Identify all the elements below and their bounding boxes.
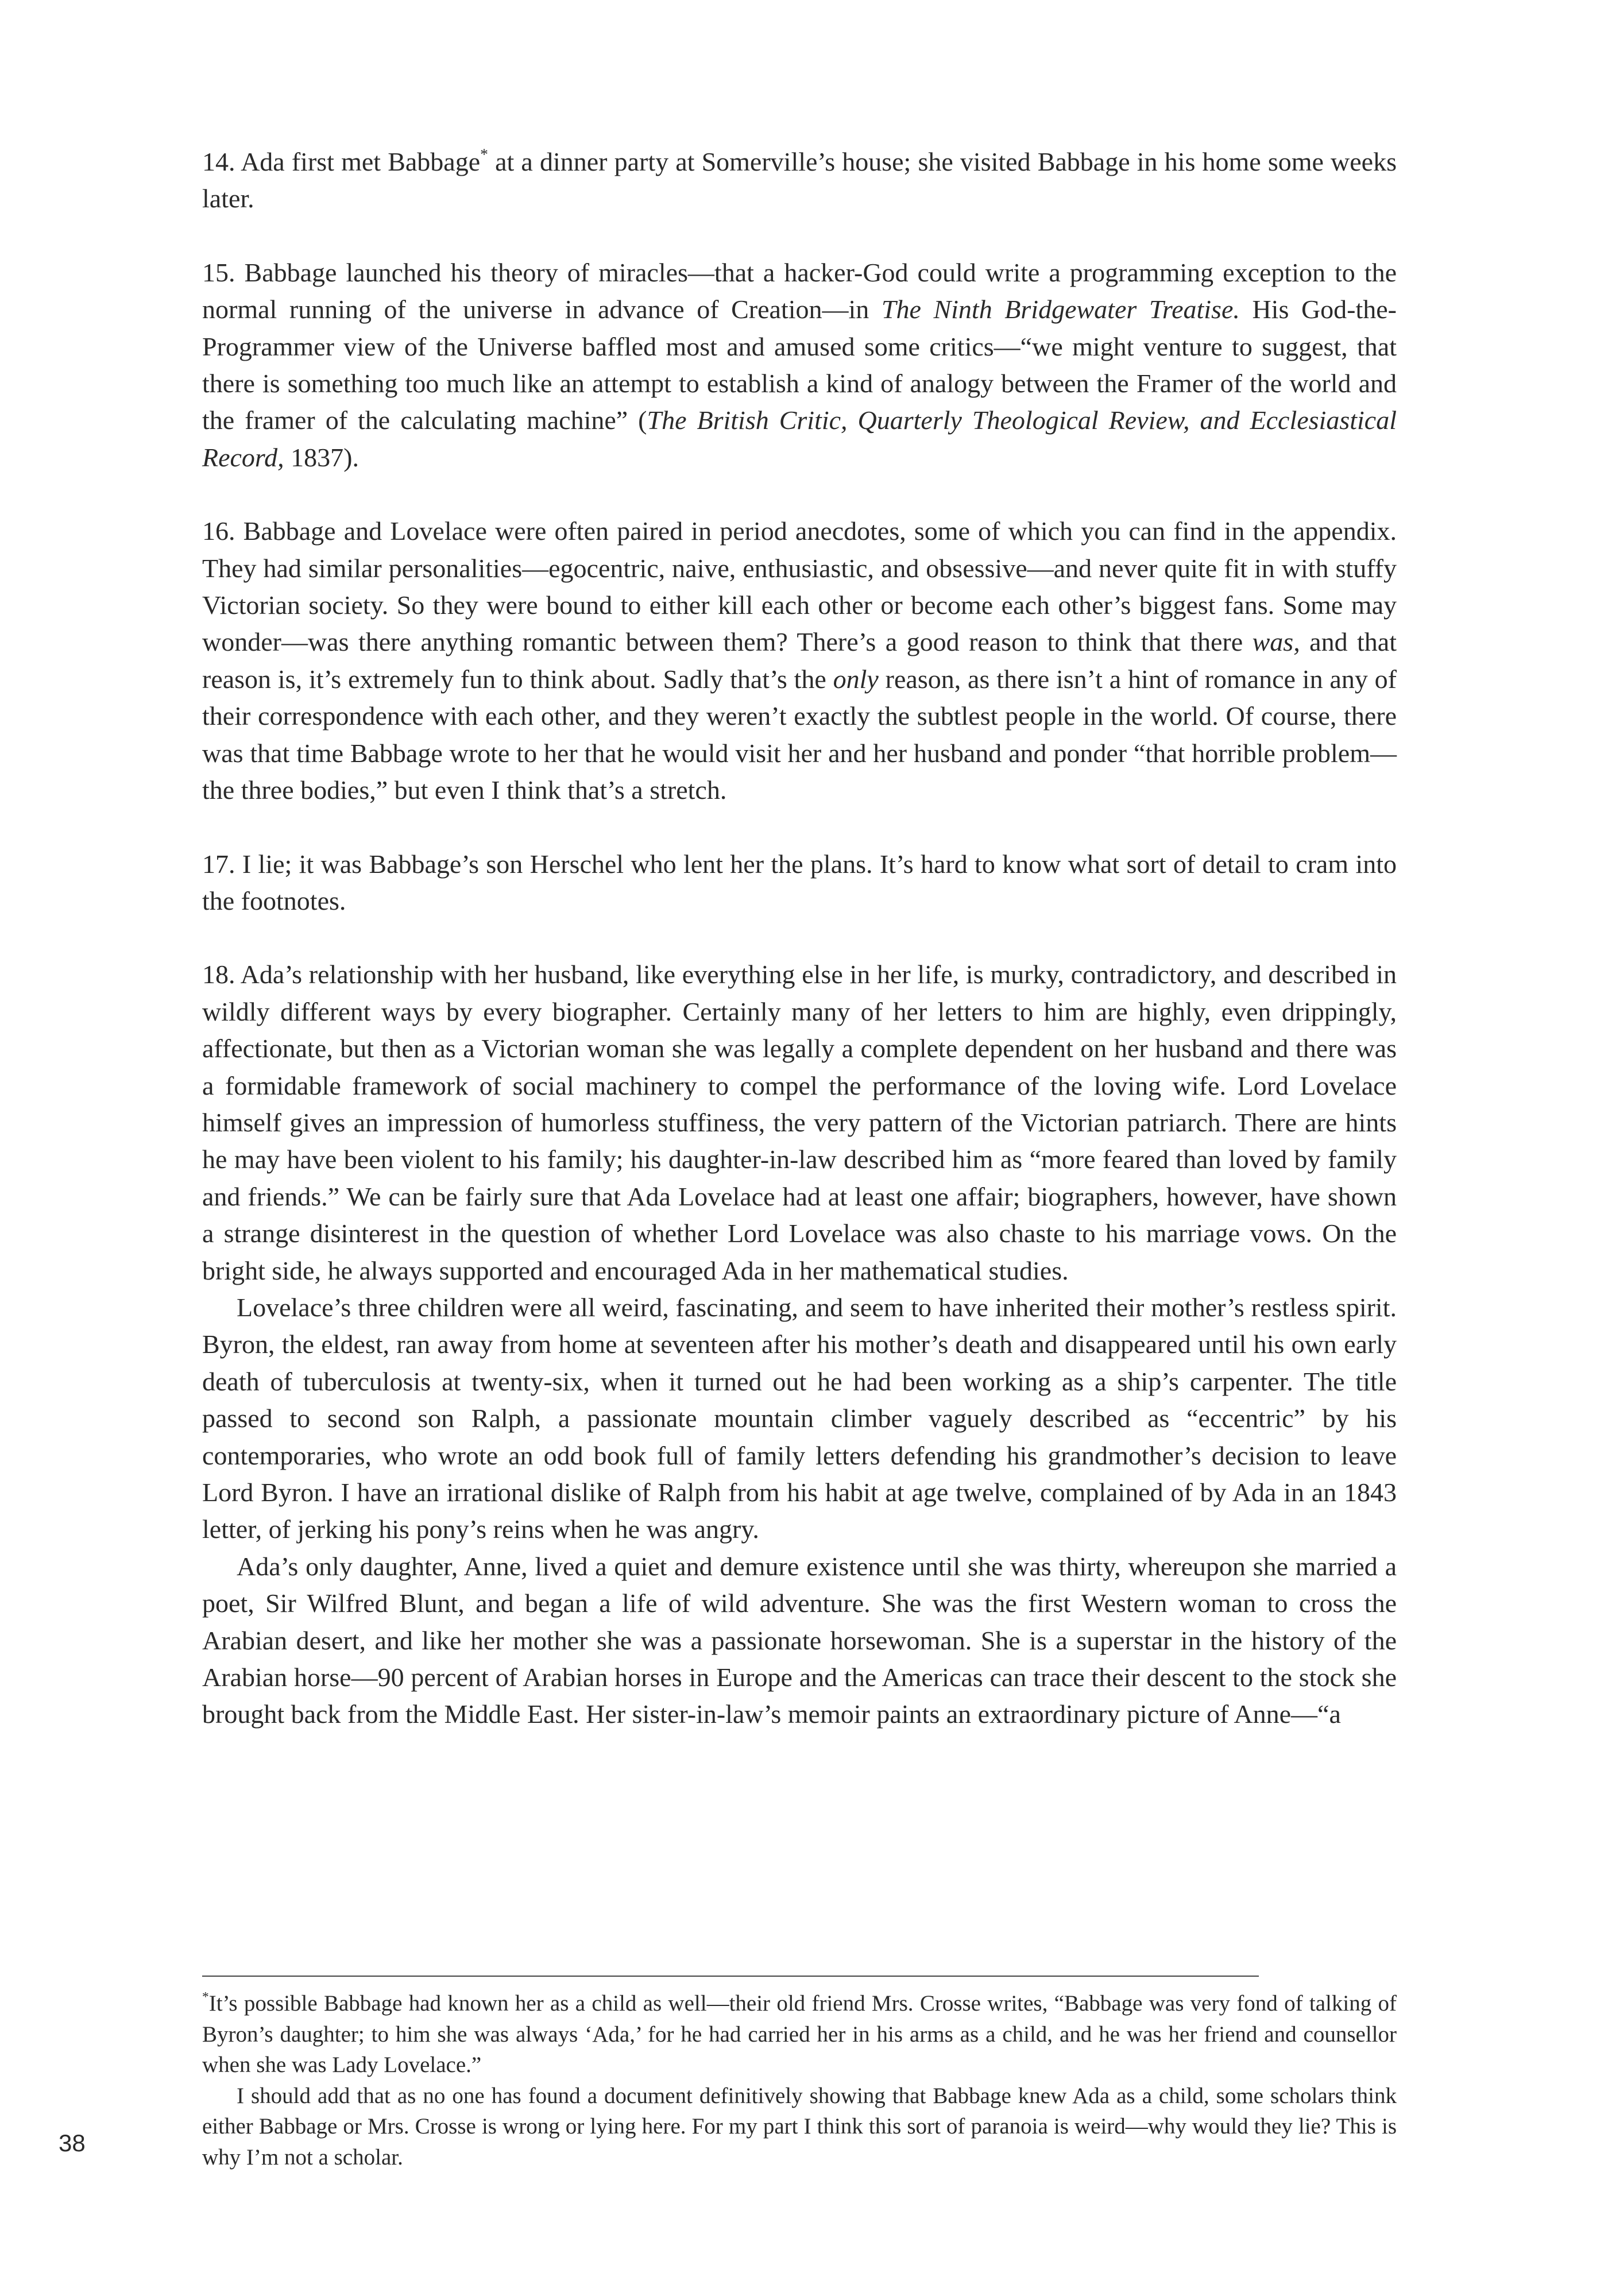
footnote-paragraph: *It’s possible Babbage had known her as a child as well—their old friend Mrs. Crosse writes, “Babbage was very fond of talking of Byron’s daughter; to him she was always ‘Ada,’ for he had carried her in his arms as a child, and he was her friend and counsellor when she was Lady Lovelace.” [202,1989,1397,2077]
endnote-18: 18. Ada’s relationship with her husband, like everything else in her life, is murky, contradictory, and described in wildly different ways by every biographer. Certainly many of her letters to him are highly, even drippingly, affectionate, but then as a Victorian woman she was legally a complete dependent on her husband and there was a formidable framework of social machinery to compel the performance of the loving wife. Lord Lovelace himself gives an impression of humorless stuffiness, the very pattern of the Victorian patriarch. There are hints he may have been violent to his family; his daughter-in-law described him as “more feared than loved by family and friends.” We can be fairly sure that Ada Lovelace had at least one affair; biographers, however, have shown a strange disinterest in the question of whether Lord Lovelace was also chaste to his marriage vows. On the bright side, he always supported and encouraged Ada in her mathematical studies. [202,960,1397,1285]
emphasis: was, [1252,627,1300,657]
endnote-17: 17. I lie; it was Babbage’s son Herschel who lent her the plans. It’s hard to know what sort of detail to cram into the footnotes. [202,849,1397,915]
endnote-16: 16. Babbage and Lovelace were often paired in period anecdotes, some of which you can find in the appendix. They had similar personalities—egocentric, naive, enthusiastic, and obsessive—and never quite fit in with stuffy Victorian society. So they were bound to either kill each other or become each other’s biggest fans. Some may wonder—was there anything romantic between them? There’s a good reason to think that there was, and that reason is, it’s extremely fun to think about. Sadly that’s the only reason, as there isn’t a hint of romance in any of their correspondence with each other, and they weren’t exactly the subtlest people in the world. Of course, there was that time Babbage wrote to her that he would visit her and her husband and ponder “that horrible problem—the three bodies,” but even I think that’s a stretch. [202,516,1397,805]
footnote-paragraph: I should add that as no one has found a document definitively showing that Babbage knew Ada as a child, some scholars think either Babbage or Mrs. Crosse is wrong or lying here. For my part I think this sort of paranoia is weird—why would they lie? This is why I’m not a scholar. [202,2083,1397,2170]
endnote-15: 15. Babbage launched his theory of miracles—that a hacker-God could write a programming exception to the normal running of the universe in advance of Creation—in The Ninth Bridgewater Treatise. His God-the-Programmer view of the Universe baffled most and amused some critics—“we might venture to suggest, that there is something too much like an attempt to establish a kind of analogy between the Framer of the world and the framer of the calculating machine” (The British Critic, Quarterly Theological Review, and Ecclesiastical Record, 1837). [202,257,1397,472]
endnote-18-paragraph: Lovelace’s three children were all weird, fascinating, and seem to have inherited their mother’s restless spirit. Byron, the eldest, ran away from home at seventeen after his mother’s death and disappeared until his own early death of tuberculosis at twenty-six, when it turned out he had been working as a ship’s carpenter. The title passed to second son Ralph, a passionate mountain climber vaguely described as “eccentric” by his contemporaries, who wrote an odd book full of family letters defending his grandmother’s decision to leave Lord Byron. I have an irrational dislike of Ralph from his habit at age twelve, complained of by Ada in an 1843 letter, of jerking his pony’s reins when he was angry. [202,1292,1397,1544]
footnote [202,1988,1397,2173]
journal-title: The British Critic, Quarterly Theological Review, and Ecclesiastical Record, [202,405,1397,472]
endnote-18-paragraph: Ada’s only daughter, Anne, lived a quiet and demure existence until she was thirty, whereupon she married a poet, Sir Wilfred Blunt, and began a life of wild adventure. She was the first Western woman to cross the Arabian desert, and like her mother she was a passionate horsewoman. She is a superstar in the history of the Arabian horse—90 percent of Arabian horses in Europe and the Americas can trace their descent to the stock she brought back from the Middle East. Her sister-in-law’s memoir paints an extraordinary picture of Anne—“a [202,1551,1397,1729]
footnote-divider [202,1976,1259,1977]
book-title: The Ninth Bridgewater Treatise. [881,295,1240,324]
footnote-marker: * [202,1989,209,2005]
page-number: 38 [59,2129,86,2156]
endnotes-body [202,144,1397,1733]
footnote-marker: * [480,145,488,163]
endnote-14: 14. Ada first met Babbage* at a dinner party at Somerville’s house; she visited Babbage in his home some weeks later. [202,145,1397,214]
emphasis: only [833,664,879,694]
